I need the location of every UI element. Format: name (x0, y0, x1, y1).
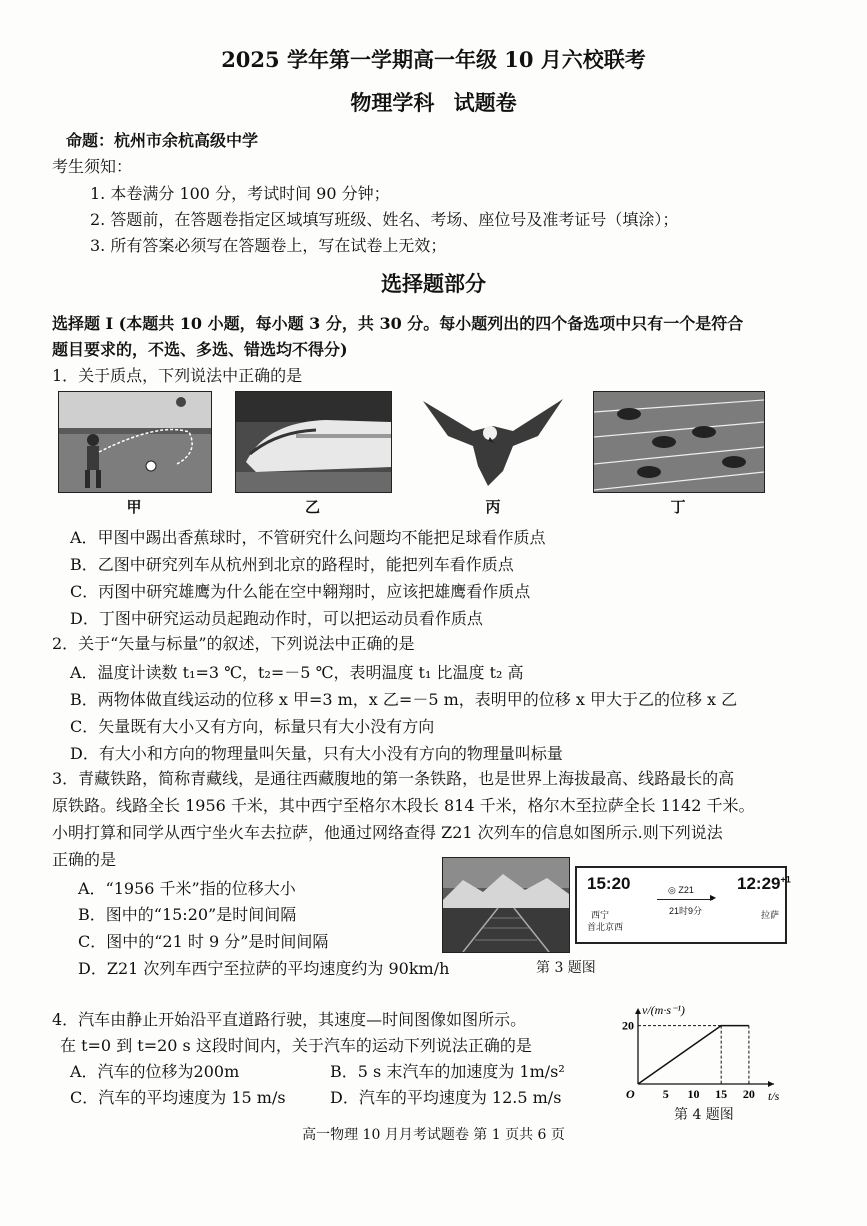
y-axis-label: v/(m·s⁻¹) (642, 1003, 685, 1017)
q1-option-b: B．乙图中研究列车从杭州到北京的路程时，能把列车看作质点 (70, 555, 514, 574)
arrive-time (737, 874, 791, 894)
notice-item: 1. 本卷满分 100 分，考试时间 90 分钟； (90, 184, 390, 203)
q1-photo-runners (593, 391, 765, 493)
q4-stem-line: 4．汽车由静止开始沿平直道路行驶，其速度—时间图像如图所示。 (52, 1010, 527, 1029)
x-tick-label: 5 (662, 1087, 669, 1101)
caption-yi: 乙 (304, 498, 320, 516)
notice-item: 3. 所有答案必须写在答题卷上，写在试卷上无效； (90, 236, 447, 255)
notice-label: 考生须知： (52, 157, 133, 176)
caption-bing: 丙 (485, 498, 501, 516)
route-arrow-line (657, 899, 713, 900)
setter-school: 杭州市余杭高级中学 (114, 131, 259, 150)
to-station: 拉萨 (761, 910, 780, 920)
q2-option-a: A．温度计读数 t₁=3 ℃，t₂=－5 ℃，表明温度 t₁ 比温度 t₂ 高 (70, 663, 524, 682)
q3-railway-photo (442, 857, 570, 953)
train-number: ◎ Z21 (668, 885, 694, 895)
q1-option-c: C．丙图中研究雄鹰为什么能在空中翱翔时，应该把雄鹰看作质点 (70, 582, 531, 601)
arrive-time-value: 12:29 (737, 874, 781, 893)
q2-option-c: C．矢量既有大小又有方向，标量只有大小没有方向 (70, 717, 435, 736)
trip-duration: 21时9分 (669, 906, 703, 916)
eagle-image (418, 391, 568, 491)
q3-stem-line: 3．青藏铁路，简称青藏线，是通往西藏腹地的第一条铁路，也是世界上海拔最高、线路最长的高 (52, 769, 735, 788)
q2-option-b: B．两物体做直线运动的位移 x 甲=3 m，x 乙=－5 m，表明甲的位移 x 甲大于乙的位移 x 乙 (70, 690, 738, 709)
q1-photo-train (235, 391, 392, 493)
exam-title: 2025 学年第一学期高一年级 10 月六校联考 (221, 47, 646, 72)
exam-subtitle (0, 87, 867, 117)
setter-label: 命题： (66, 131, 115, 150)
q4-option-a: A．汽车的位移为200m (70, 1062, 240, 1081)
train-number-value: Z21 (678, 885, 694, 895)
origin-label: O (626, 1087, 635, 1101)
q2-option-d: D．有大小和方向的物理量叫矢量，只有大小没有方向的物理量叫标量 (70, 744, 563, 763)
railway-image (443, 858, 569, 952)
q3-option-a: A．“1956 千米”指的位移大小 (78, 879, 296, 898)
page-footer: 高一物理 10 月月考试题卷 第 1 页共 6 页 (302, 1127, 565, 1143)
notice-item: 2. 答题前，在答题卷指定区域填写班级、姓名、考场、座位号及准考证号（填涂）； (90, 210, 679, 229)
y-axis-arrow-icon (635, 1008, 641, 1014)
football-image (59, 392, 211, 492)
q4-option-d: D．汽车的平均速度为 12.5 m/s (330, 1088, 562, 1107)
instructions-line: 选择题 I (本题共 10 小题，每小题 3 分，共 30 分。每小题列出的四个备选项中只有一个是符合 (52, 314, 744, 333)
q2-stem: 2．关于“矢量与标量”的叙述，下列说法中正确的是 (52, 634, 415, 653)
q1-option-d: D．丁图中研究运动员起跑动作时，可以把运动员看作质点 (70, 609, 483, 628)
q3-stem-line: 正确的是 (52, 850, 117, 869)
q4-figure-caption: 第 4 题图 (674, 1107, 734, 1123)
y-tick-label: 20 (622, 1018, 634, 1033)
q4-option-b: B．5 s 末汽车的加速度为 1m/s² (330, 1062, 565, 1081)
velocity-time-graph (614, 1002, 790, 1106)
section-title: 选择题部分 (381, 271, 486, 296)
train-ticket-card (575, 866, 791, 944)
q3-option-c: C．图中的“21 时 9 分”是时间间隔 (78, 932, 329, 951)
q4-option-c: C．汽车的平均速度为 15 m/s (70, 1088, 286, 1107)
caption-jia: 甲 (126, 498, 142, 516)
q3-figure-caption: 第 3 题图 (536, 960, 596, 976)
subject-name: 物理学科 (350, 90, 435, 115)
velocity-series-line (638, 1026, 749, 1084)
q1-option-a: A．甲图中踢出香蕉球时，不管研究什么问题均不能把足球看作质点 (70, 528, 546, 547)
from-station: 西宁 (591, 910, 610, 920)
route-arrow-icon: ▶ (710, 893, 717, 902)
x-axis-label: t/s (768, 1089, 780, 1103)
q3-stem-line: 原铁路。线路全长 1956 千米，其中西宁至格尔木段长 814 千米，格尔木至拉萨全长 1142 千米。 (52, 796, 755, 815)
q3-option-b: B．图中的“15:20”是时间间隔 (78, 905, 297, 924)
q3-option-d: D．Z21 次列车西宁至拉萨的平均速度约为 90km/h (78, 959, 450, 978)
caption-ding: 丁 (670, 498, 686, 516)
setter-line (66, 128, 258, 151)
q1-photo-football (58, 391, 212, 493)
train-image (236, 392, 391, 492)
x-tick-label: 20 (742, 1087, 755, 1101)
arrive-day-offset: +1 (780, 874, 791, 885)
x-tick-label: 15 (715, 1087, 728, 1101)
x-axis-arrow-icon (768, 1081, 774, 1087)
q4-stem-line: 在 t=0 到 t=20 s 这段时间内，关于汽车的运动下列说法正确的是 (60, 1036, 532, 1055)
x-tick-label: 10 (687, 1087, 700, 1101)
q3-stem-line: 小明打算和同学从西宁坐火车去拉萨，他通过网络查得 Z21 次列车的信息如图所示.则下列说法 (52, 823, 723, 842)
depart-time: 15:20 (587, 874, 631, 893)
paper-type: 试题卷 (453, 90, 517, 115)
q1-stem: 1．关于质点，下列说法中正确的是 (52, 366, 303, 385)
runners-image (594, 392, 764, 492)
instructions-line: 题目要求的，不选、多选、错选均不得分) (52, 340, 348, 359)
q1-photo-eagle (418, 391, 568, 491)
from-station-note: 首北京西 (587, 922, 624, 932)
